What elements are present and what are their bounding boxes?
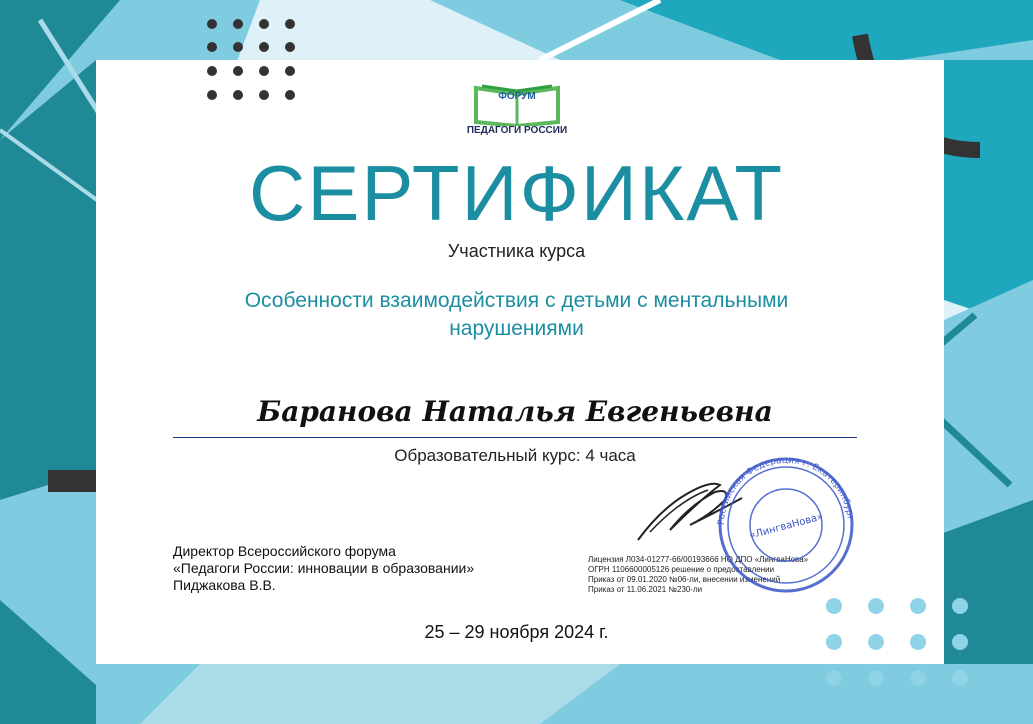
director-line-1: Директор Всероссийского форума: [173, 543, 396, 559]
logo-bottom-text: ПЕДАГОГИ РОССИИ: [466, 125, 568, 136]
certificate-title: СЕРТИФИКАТ: [249, 149, 784, 237]
dot-grid-top: [200, 14, 300, 104]
director-line-2: «Педагоги России: инновации в образовании»: [173, 560, 475, 576]
course-title-line-1: Особенности взаимодействия с детьми с ментальными: [244, 289, 789, 312]
certificate-subtitle: Участника курса: [447, 241, 586, 261]
course-title: [150, 287, 883, 343]
dot-grid-bottom: [820, 592, 980, 696]
forum-logo: [466, 80, 568, 142]
logo-top-text: ФОРУМ: [498, 91, 536, 102]
book-icon: [470, 80, 564, 126]
name-underline: [173, 437, 857, 438]
seal-ring-text: Российская Федерация г. Екатеринбург: [716, 455, 855, 526]
license-line-4: Приказ от 11.06.2021 №230-ли: [588, 585, 703, 594]
director-line-3: Пиджакова В.В.: [173, 577, 276, 593]
recipient-name: Баранова Наталья Евгеньевна: [257, 395, 773, 428]
course-hours: Образовательный курс: 4 часа: [394, 446, 636, 465]
course-title-line-2: нарушениями: [449, 317, 584, 340]
license-line-1: Лицензия Л034-01277-66/00193666 НО ДПО «ЛингваНова»: [588, 555, 809, 564]
director-block: [173, 543, 474, 594]
license-line-2: ОГРН 1106600005126 решение о предоставлении: [588, 565, 775, 574]
official-seal: [716, 455, 856, 595]
course-dates: 25 – 29 ноября 2024 г.: [424, 622, 609, 642]
seal-center-text: «ЛингваНова»: [748, 511, 825, 542]
license-line-3: Приказ от 09.01.2020 №06-ли, внесении изменений: [588, 575, 781, 584]
